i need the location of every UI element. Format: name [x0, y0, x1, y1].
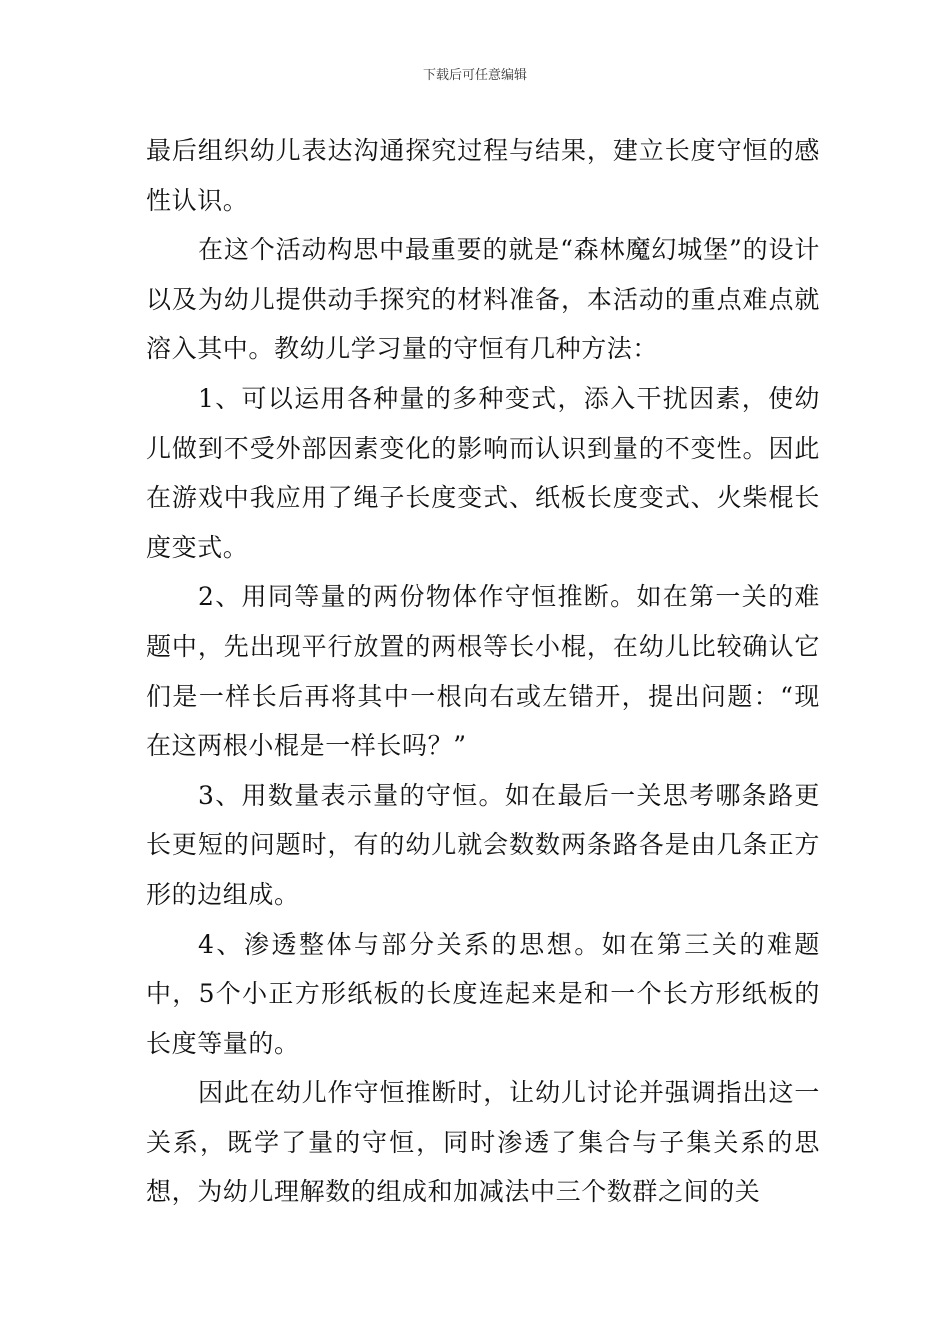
paragraph-3: 1、可以运用各种量的多种变式，添入干扰因素，使幼儿做到不受外部因素变化的影响而认识到量的不变性。因此在游戏中我应用了绳子长度变式、纸板长度变式、火柴棍长度变式。: [146, 383, 820, 562]
paragraph-4: 2、用同等量的两份物体作守恒推断。如在第一关的难题中，先出现平行放置的两根等长小棍，在幼儿比较确认它们是一样长后再将其中一根向右或左错开，提出问题：“现在这两根小棍是一样长吗？”: [146, 582, 820, 761]
paragraph-5: 3、用数量表示量的守恒。如在最后一关思考哪条路更长更短的问题时，有的幼儿就会数数两条路各是由几条正方形的边组成。: [146, 780, 820, 909]
paragraph-6: 4、渗透整体与部分关系的思想。如在第三关的难题中，5个小正方形纸板的长度连起来是和一个长方形纸板的长度等量的。: [146, 929, 820, 1058]
page-header: 下载后可任意编辑: [422, 68, 527, 83]
paragraph-1: 最后组织幼儿表达沟通探究过程与结果，建立长度守恒的感性认识。: [146, 136, 820, 215]
paragraph-7: 因此在幼儿作守恒推断时，让幼儿讨论并强调指出这一关系，既学了量的守恒，同时渗透了集合与子集关系的思想，为幼儿理解数的组成和加减法中三个数群之间的关: [146, 1078, 820, 1207]
document-body: [146, 126, 820, 1217]
paragraph-2: 在这个活动构思中最重要的就是“森林魔幻城堡”的设计以及为幼儿提供动手探究的材料准备，本活动的重点难点就溶入其中。教幼儿学习量的守恒有几种方法：: [146, 235, 820, 364]
